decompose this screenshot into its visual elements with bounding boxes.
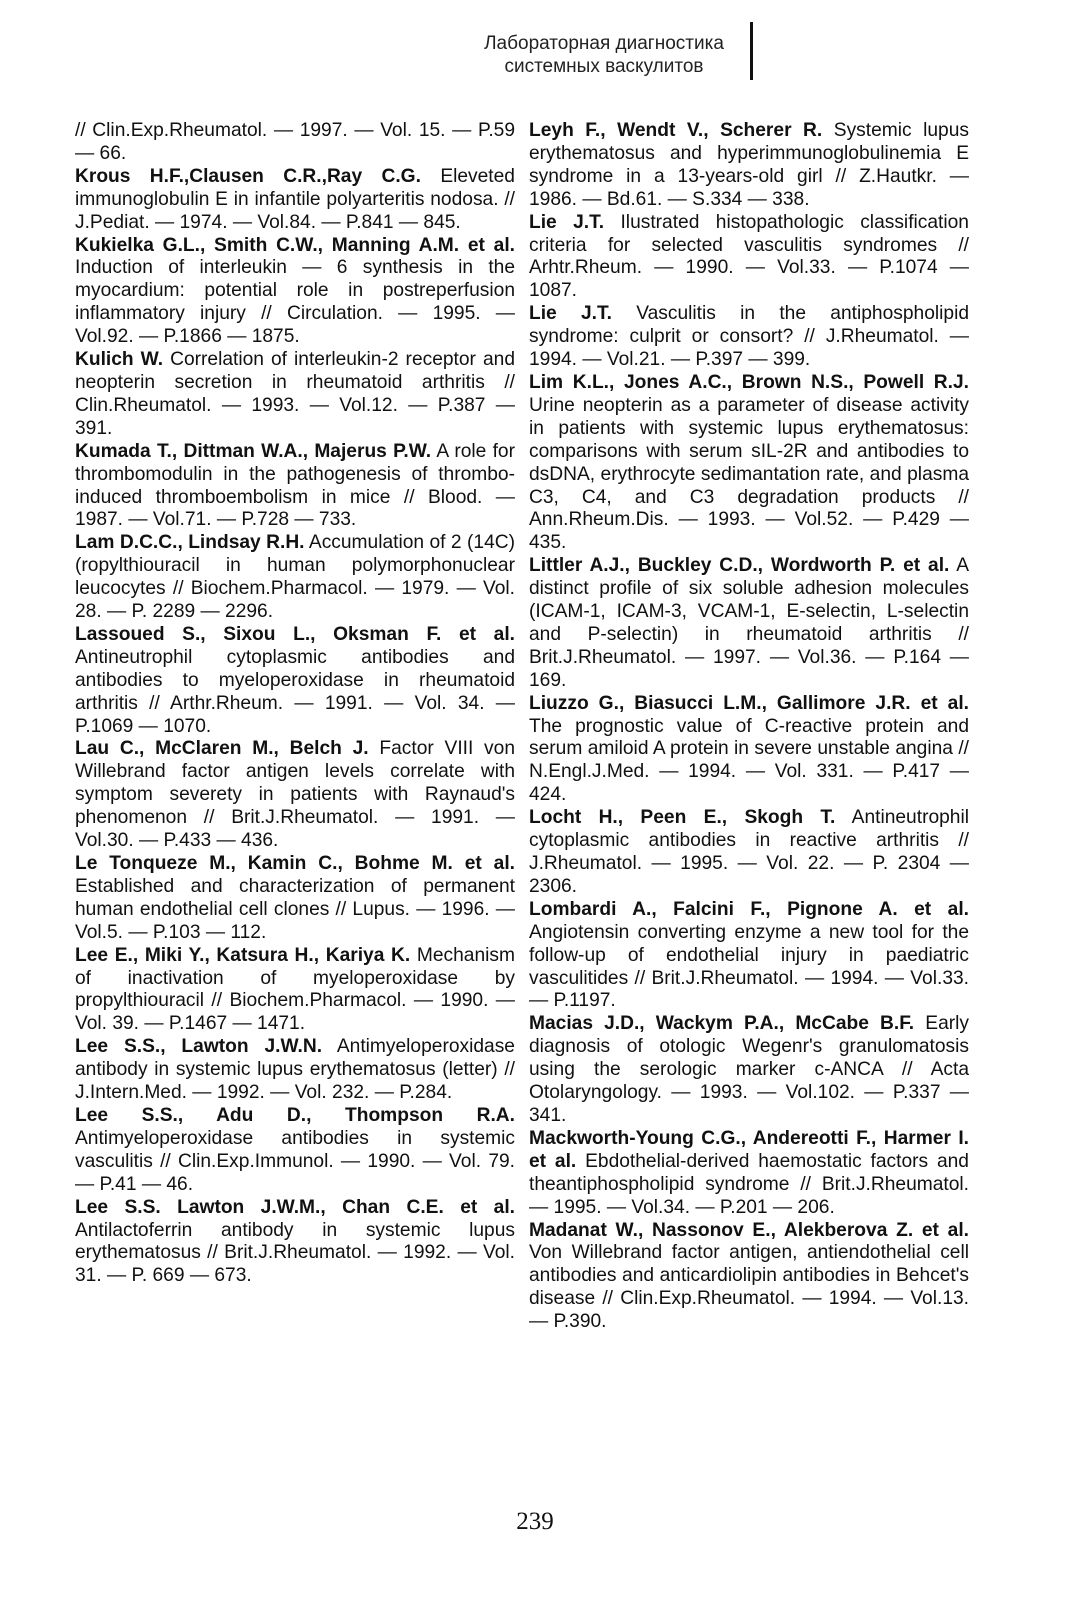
reference-text: Accumulation of 2 (14C) (ropylthiouracil in human polymorphonuclear leucocytes // Biochem.Pharmacol. — 1979. — Vol. 28. — P. 2289 — 2296. (75, 532, 515, 623)
reference-text: Correlation of interleukin-2 receptor and neopterin secretion in rheumatoid arthritis // Clin.Rheumatol. — 1993. — Vol.12. — P.387 — 391. (75, 349, 515, 439)
reference-text: Antilactoferrin antibody in systemic lupus erythematosus // Brit.J.Rheumatol. — 1992. — Vol. 31. — P. 669 — 673. (75, 1219, 515, 1287)
reference-authors: Lee E., Miki Y., Katsura H., Kariya K. (75, 944, 411, 966)
reference-authors: Lee S.S., Lawton J.W.N. (75, 1036, 323, 1058)
reference-text: Eleveted immunoglobulin E in infantile polyarteritis nodosa. // J.Pediat. — 1974. — Vol.84. — P.841 — 845. (75, 165, 515, 233)
reference-authors: Kumada T., Dittman W.A., Majerus P.W. (75, 440, 432, 462)
left-column (75, 120, 515, 1288)
reference-entry (529, 1128, 969, 1220)
reference-entry (75, 945, 515, 1037)
page-number: 239 (516, 1508, 554, 1535)
reference-text: Induction of interleukin — 6 synthesis in the myocardium: potential role in postreperfusion inflammatory injury // Circulation. — 1995. — Vol.92. — P.1866 — 1875. (75, 257, 515, 348)
reference-authors: Lee S.S., Adu D., Thompson R.A. (75, 1104, 515, 1126)
reference-text: Antimyeloperoxidase antibody in systemic lupus erythematosus (letter) // J.Intern.Med. — 1992. — Vol. 232. — P.284. (75, 1036, 515, 1104)
reference-entry (75, 624, 515, 739)
header-line-2: системных васкулитов (504, 56, 704, 77)
reference-text: A role for thrombomodulin in the pathogenesis of thrombo-induced thromboembolism in mice // Blood. — 1987. — Vol.71. — P.728 — 733. (75, 440, 515, 531)
reference-authors: Lam D.C.C., Lindsay R.H. (75, 532, 305, 554)
reference-entry (529, 899, 969, 1014)
reference-text: Urine neopterin as a parameter of disease activity in patients with systemic lupus erythematosus: comparisons with serum sIL-2R and antibodies to dsDNA, erythrocyte sedimantation rate, and plasma C3, C4, and C3 degradation products // Ann.Rheum.Dis. — 1993. — Vol.52. — P.429 — 435. (529, 394, 969, 554)
reference-authors: Kulich W. (75, 349, 164, 371)
reference-text: The prognostic value of C-reactive protein and serum amiloid A protein in severe unstable angina // N.Engl.J.Med. — 1994. — Vol. 331. — P.417 — 424. (529, 715, 969, 806)
reference-authors: Lau C., McClaren M., Belch J. (75, 738, 369, 760)
reference-text: Vasculitis in the antiphospholipid syndrome: culprit or consort? // J.Rheumatol. — 1994. — Vol.21. — P.397 — 399. (529, 303, 969, 371)
reference-text: Antimyeloperoxidase antibodies in systemic vasculitis // Clin.Exp.Immunol. — 1990. — Vol. 79. — P.41 — 46. (75, 1127, 515, 1195)
reference-text: Systemic lupus erythematosus and hyperimmunoglobulinemia E syndrome in a 13-years-old girl // Z.Hautkr. — 1986. — Bd.61. — S.334 — 338. (529, 120, 969, 210)
reference-entry (529, 807, 969, 899)
reference-authors: Lim K.L., Jones A.C., Brown N.S., Powell R.J. (529, 371, 969, 393)
reference-authors: Kukielka G.L., Smith C.W., Manning A.M. et al. (75, 234, 515, 256)
reference-authors: Mackworth-Young C.G., Andereotti F., Harmer I. et al. (529, 1127, 969, 1172)
reference-authors: Lombardi A., Falcini F., Pignone A. et al. (529, 898, 969, 920)
reference-authors: Lee S.S. Lawton J.W.M., Chan C.E. et al. (75, 1196, 515, 1218)
reference-text: Ilustrated histopathologic classification criteria for selected vasculitis syndromes // Arhtr.Rheum. — 1990. — Vol.33. — P.1074 — 1087. (529, 211, 969, 302)
reference-entry (529, 212, 969, 304)
running-header (470, 32, 738, 78)
reference-entry (529, 1013, 969, 1128)
reference-entry (75, 1105, 515, 1197)
reference-authors: Lie J.T. (529, 303, 612, 325)
reference-entry (75, 1036, 515, 1105)
reference-authors: Lie J.T. (529, 211, 605, 233)
reference-text: Angiotensin converting enzyme a new tool for the follow-up of endothelial injury in paediatric vasculitides // Brit.J.Rheumatol. — 1994. — Vol.33. — P.1197. (529, 921, 969, 1012)
reference-authors: Leyh F., Wendt V., Scherer R. (529, 120, 823, 141)
reference-authors: Le Tonqueze M., Kamin C., Bohme M. et al. (75, 853, 515, 874)
right-column (529, 120, 969, 1334)
reference-entry (529, 555, 969, 692)
reference-text: Von Willebrand factor antigen, antiendothelial cell antibodies and anticardiolipin antibodies in Behcet's disease // Clin.Exp.Rheumatol. — 1994. — Vol.13. — P.390. (529, 1242, 969, 1333)
reference-authors: Littler A.J., Buckley C.D., Wordworth P. et al. (529, 555, 950, 577)
reference-text: Ebdothelial-derived haemostatic factors and theantiphospholipid syndrome // Brit.J.Rheumatol. — 1995. — Vol.34. — P.201 — 206. (529, 1150, 969, 1218)
header-vertical-rule (750, 22, 753, 80)
reference-text: Mechanism of inactivation of myeloperoxidase by propylthiouracil // Biochem.Pharmacol. — 1990. — Vol. 39. — P.1467 — 1471. (75, 944, 515, 1035)
reference-entry (529, 1220, 969, 1335)
reference-entry (75, 120, 515, 166)
reference-text: Factor VIII von Willebrand factor antigen levels correlate with symptom severety in patients with Raynaud's phenomenon // Brit.J.Rheumatol. — 1991. — Vol.30. — P.433 — 436. (75, 738, 515, 852)
reference-entry (529, 120, 969, 212)
reference-authors: Locht H., Peen E., Skogh T. (529, 807, 836, 829)
reference-entry (75, 853, 515, 945)
reference-authors: Liuzzo G., Biasucci L.M., Gallimore J.R. et al. (529, 692, 969, 714)
reference-entry (75, 166, 515, 235)
header-line-1: Лабораторная диагностика (484, 33, 724, 54)
reference-entry (529, 372, 969, 555)
reference-text: Antineutrophil cytoplasmic antibodies in reactive arthritis // J.Rheumatol. — 1995. — Vol. 22. — P. 2304 — 2306. (529, 807, 969, 897)
reference-entry (75, 738, 515, 853)
reference-text: A distinct profile of six soluble adhesion molecules (ICAM-1, ICAM-3, VCAM-1, E-selectin, L-selectin and P-selectin) in rheumatoid arthritis // Brit.J.Rheumatol. — 1997. — Vol.36. — P.164 — 169. (529, 555, 969, 691)
reference-text: Established and characterization of permanent human endothelial cell clones // Lupus. — 1996. — Vol.5. — P.103 — 112. (75, 875, 515, 943)
reference-text: Early diagnosis of otologic Wegenr's granulomatosis using the serologic marker c-ANCA // Acta Otolaryngology. — 1993. — Vol.102. — P.337 — 341. (529, 1013, 969, 1126)
reference-authors: Macias J.D., Wackym P.A., McCabe B.F. (529, 1013, 915, 1035)
reference-text: Antineutrophil cytoplasmic antibodies and antibodies to myeloperoxidase in rheumatoid arthritis // Arthr.Rheum. — 1991. — Vol. 34. — P.1069 — 1070. (75, 646, 515, 737)
reference-entry (75, 532, 515, 624)
reference-entry (529, 303, 969, 372)
reference-entry (75, 349, 515, 441)
reference-entry (75, 1197, 515, 1289)
reference-authors: Krous H.F.,Clausen C.R.,Ray C.G. (75, 165, 421, 187)
reference-text: // Clin.Exp.Rheumatol. — 1997. — Vol. 15. — P.59 — 66. (75, 120, 515, 164)
reference-entry (529, 693, 969, 808)
reference-authors: Madanat W., Nassonov E., Alekberova Z. et al. (529, 1219, 969, 1241)
reference-entry (75, 441, 515, 533)
reference-entry (75, 235, 515, 350)
reference-authors: Lassoued S., Sixou L., Oksman F. et al. (75, 623, 515, 645)
